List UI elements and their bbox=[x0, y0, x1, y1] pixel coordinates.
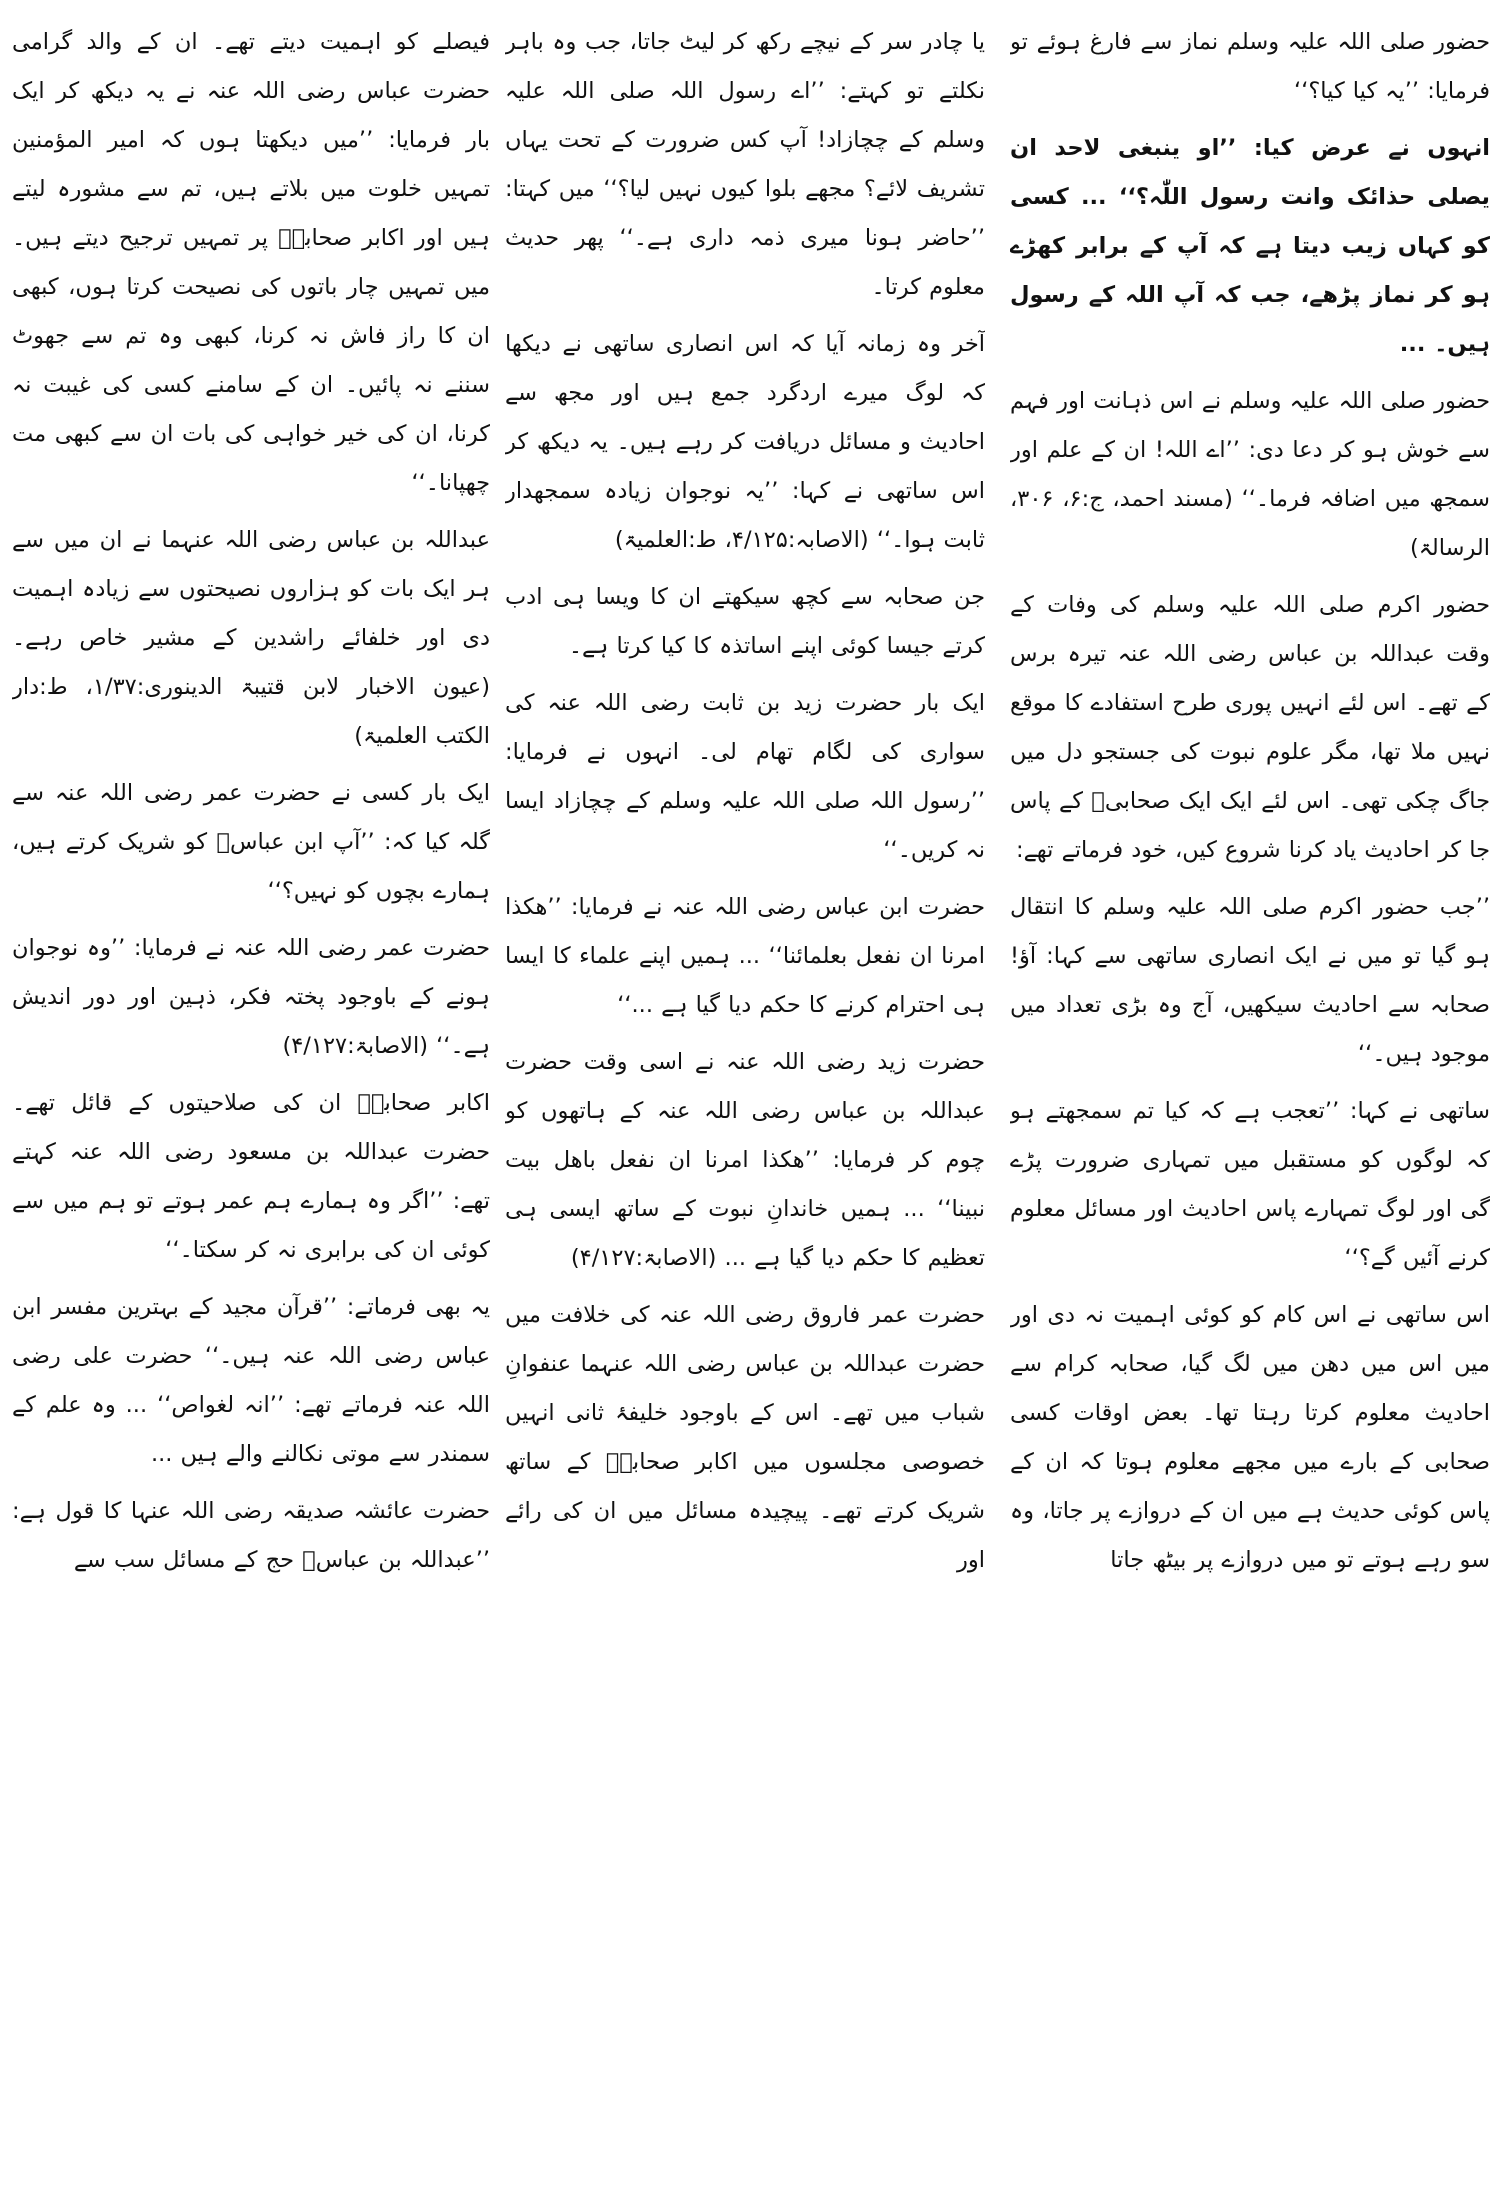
paragraph: ساتھی نے کہا: ’’تعجب ہے کہ کیا تم سمجھتے ہو کہ لوگوں کو مستقبل میں تمہاری ضرورت پڑے گی اور لوگ تمہارے پاس احادیث اور مسائل معلوم کرنے آئیں گے؟‘‘ bbox=[1010, 1098, 1490, 1271]
paragraph: یا چادر سر کے نیچے رکھ کر لیٹ جاتا، جب وہ باہر نکلتے تو کہتے: ’’اے رسول اللہ صلی اللہ علیہ وسلم کے چچازاد! آپ کس ضرورت کے تحت یہاں تشریف لائے؟ مجھے بلوا کیوں نہیں لیا؟‘‘ میں کہتا: ’’حاضر ہونا میری ذمہ داری ہے۔‘‘ پھر حدیث معلوم کرتا۔ bbox=[505, 29, 985, 300]
paragraph: اس ساتھی نے اس کام کو کوئی اہمیت نہ دی اور میں اس میں دھن میں لگ گیا، صحابہ کرام سے احادیث معلوم کرتا رہتا تھا۔ بعض اوقات کسی صحابی کے بارے میں مجھے معلوم ہوتا کہ ان کے پاس کوئی حدیث ہے میں ان کے دروازے پر جاتا، وہ سو رہے ہوتے تو میں دروازے پر بیٹھ جاتا bbox=[1010, 1302, 1490, 1573]
paragraph: حضور صلی اللہ علیہ وسلم نماز سے فارغ ہوئے تو فرمایا: ’’یہ کیا کیا؟‘‘ bbox=[1010, 29, 1490, 104]
paragraph: اکابر صحابہؓ ان کی صلاحیتوں کے قائل تھے۔ حضرت عبداللہ بن مسعود رضی اللہ عنہ کہتے تھے: ’’اگر وہ ہمارے ہم عمر ہوتے تو ہم میں سے کوئی ان کی برابری نہ کر سکتا۔‘‘ bbox=[12, 1090, 490, 1263]
paragraph: حضرت عمر رضی اللہ عنہ نے فرمایا: ’’وہ نوجوان ہونے کے باوجود پختہ فکر، ذہین اور دور اندیش ہے۔‘‘ (الاصابۃ:۴/۱۲۷) bbox=[12, 935, 490, 1059]
paragraph: حضور اکرم صلی اللہ علیہ وسلم کی وفات کے وقت عبداللہ بن عباس رضی اللہ عنہ تیرہ برس کے تھے۔ اس لئے انہیں پوری طرح استفادے کا موقع نہیں ملا تھا، مگر علوم نبوت کی جستجو دل میں جاگ چکی تھی۔ اس لئے ایک ایک صحابیؓ کے پاس جا کر احادیث یاد کرنا شروع کیں، خود فرماتے تھے: bbox=[1010, 592, 1490, 863]
text-column-left bbox=[12, 18, 490, 2188]
paragraph: حضرت عائشہ صدیقہ رضی اللہ عنہا کا قول ہے: ’’عبداللہ بن عباسؓ حج کے مسائل سب سے bbox=[12, 1498, 490, 1573]
paragraph-quote: ’’جب حضور اکرم صلی اللہ علیہ وسلم کا انتقال ہو گیا تو میں نے ایک انصاری ساتھی سے کہا: آؤ! صحابہ سے احادیث سیکھیں، آج وہ بڑی تعداد میں موجود ہیں۔‘‘ bbox=[1010, 894, 1490, 1067]
paragraph: حضرت عمر فاروق رضی اللہ عنہ کی خلافت میں حضرت عبداللہ بن عباس رضی اللہ عنہما عنفوانِ شباب میں تھے۔ اس کے باوجود خلیفۂ ثانی انہیں خصوصی مجلسوں میں اکابر صحابہؓ کے ساتھ شریک کرتے تھے۔ پیچیدہ مسائل میں ان کی رائے اور bbox=[505, 1302, 985, 1573]
paragraph-arabic-quote: انہوں نے عرض کیا: ’’او ینبغی لاحد ان یصلی حذائک وانت رسول اللّٰہ؟‘‘ ... کسی کو کہاں زیب دیتا ہے کہ آپ کے برابر کھڑے ہو کر نماز پڑھے، جب کہ آپ اللہ کے رسول ہیں۔ ... bbox=[1010, 135, 1490, 357]
paragraph: فیصلے کو اہمیت دیتے تھے۔ ان کے والد گرامی حضرت عباس رضی اللہ عنہ نے یہ دیکھ کر ایک بار فرمایا: ’’میں دیکھتا ہوں کہ امیر المؤمنین تمہیں خلوت میں بلاتے ہیں، تم سے مشورہ لیتے ہیں اور اکابر صحابہؓ پر تمہیں ترجیح دیتے ہیں۔ میں تمہیں چار باتوں کی نصیحت کرتا ہوں، کبھی ان کا راز فاش نہ کرنا، کبھی وہ تم سے جھوٹ سننے نہ پائیں۔ ان کے سامنے کسی کی غیبت نہ کرنا، ان کی خیر خواہی کی بات ان سے کبھی مت چھپانا۔‘‘ bbox=[12, 29, 490, 496]
paragraph: عبداللہ بن عباس رضی اللہ عنہما نے ان میں سے ہر ایک بات کو ہزاروں نصیحتوں سے زیادہ اہمیت دی اور خلفائے راشدین کے مشیر خاص رہے۔ (عیون الاخبار لابن قتیبۃ الدینوری:۱/۳۷، ط:دار الکتب العلمیۃ) bbox=[12, 527, 490, 749]
paragraph-arabic-quote: حضرت ابن عباس رضی اللہ عنہ نے فرمایا: ’’ھکذا امرنا ان نفعل بعلمائنا‘‘ ... ہمیں اپنے علماء کا ایسا ہی احترام کرنے کا حکم دیا گیا ہے ...‘‘ bbox=[505, 894, 985, 1018]
paragraph: یہ بھی فرماتے: ’’قرآن مجید کے بہترین مفسر ابن عباس رضی اللہ عنہ ہیں۔‘‘ حضرت علی رضی اللہ عنہ فرماتے تھے: ’’انہ لغواص‘‘ ... وہ علم کے سمندر سے موتی نکالنے والے ہیں ... bbox=[12, 1294, 490, 1467]
paragraph: ایک بار حضرت زید بن ثابت رضی اللہ عنہ کی سواری کی لگام تھام لی۔ انہوں نے فرمایا: ’’رسول اللہ صلی اللہ علیہ وسلم کے چچازاد ایسا نہ کریں۔‘‘ bbox=[505, 690, 985, 863]
paragraph: ایک بار کسی نے حضرت عمر رضی اللہ عنہ سے گلہ کیا کہ: ’’آپ ابن عباسؓ کو شریک کرتے ہیں، ہمارے بچوں کو نہیں؟‘‘ bbox=[12, 780, 490, 904]
paragraph: حضور صلی اللہ علیہ وسلم نے اس ذہانت اور فہم سے خوش ہو کر دعا دی: ’’اے اللہ! ان کے علم اور سمجھ میں اضافہ فرما۔‘‘ (مسند احمد، ج:۶، ۳۰۶، الرسالۃ) bbox=[1010, 388, 1490, 561]
text-column-right bbox=[1010, 18, 1490, 2188]
paragraph: جن صحابہ سے کچھ سیکھتے ان کا ویسا ہی ادب کرتے جیسا کوئی اپنے اساتذہ کا کیا کرتا ہے۔ bbox=[505, 584, 985, 659]
text-column-middle bbox=[505, 18, 985, 2188]
paragraph: آخر وہ زمانہ آیا کہ اس انصاری ساتھی نے دیکھا کہ لوگ میرے اردگرد جمع ہیں اور مجھ سے احادیث و مسائل دریافت کر رہے ہیں۔ یہ دیکھ کر اس ساتھی نے کہا: ’’یہ نوجوان زیادہ سمجھدار ثابت ہوا۔‘‘ (الاصابہ:۴/۱۲۵، ط:العلمیۃ) bbox=[505, 331, 985, 553]
paragraph-arabic-quote: حضرت زید رضی اللہ عنہ نے اسی وقت حضرت عبداللہ بن عباس رضی اللہ عنہ کے ہاتھوں کو چوم کر فرمایا: ’’ھکذا امرنا ان نفعل باھل بیت نبینا‘‘ ... ہمیں خاندانِ نبوت کے ساتھ ایسی ہی تعظیم کا حکم دیا گیا ہے ... (الاصابۃ:۴/۱۲۷) bbox=[505, 1049, 985, 1271]
